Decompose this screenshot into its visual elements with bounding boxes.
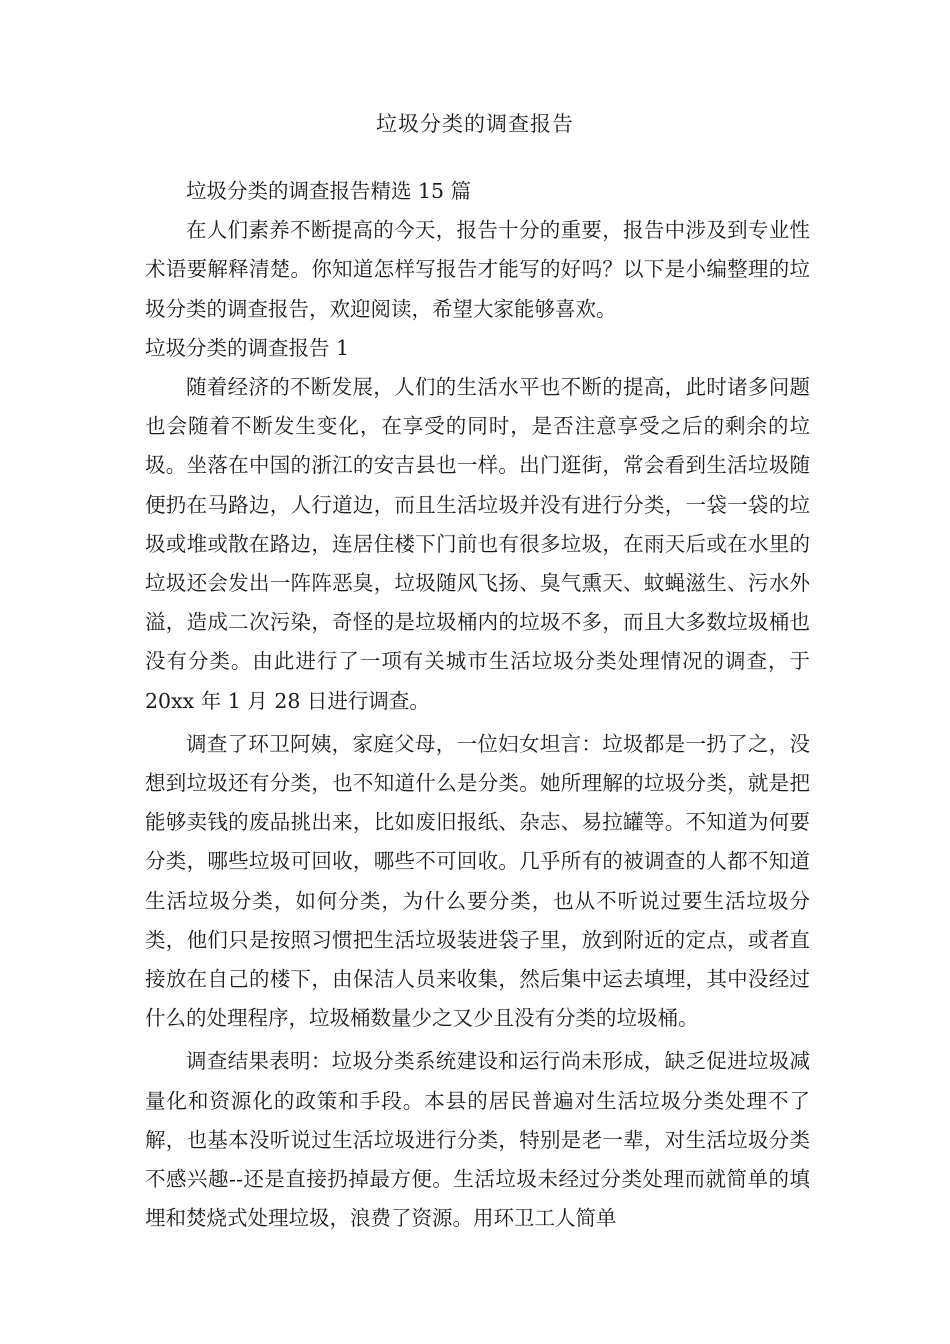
body-paragraph: 随着经济的不断发展，人们的生活水平也不断的提高，此时诸多问题也会随着不断发生变化，在享受的同时，是否注意享受之后的剩余的垃圾。坐落在中国的浙江的安吉县也一样。出门逛街，常会看到生活垃圾随便扔在马路边，人行道边，而且生活垃圾并没有进行分类，一袋一袋的垃圾或堆或散在路边，连居住楼下门前也有很多垃圾，在雨天后或在水里的垃圾还会发出一阵阵恶臭，垃圾随风飞扬、臭气熏天、蚊蝇滋生、污水外溢，造成二次污染，奇怪的是垃圾桶内的垃圾不多，而且大多数垃圾桶也没有分类。由此进行了一项有关城市生活垃圾分类处理情况的调查，于 20xx 年 1 月 28 日进行调查。 — [145, 375, 810, 713]
intro-paragraph: 在人们素养不断提高的今天，报告十分的重要，报告中涉及到专业性术语要解释清楚。你知道怎样写报告才能写的好吗？以下是小编整理的垃圾分类的调查报告，欢迎阅读，希望大家能够喜欢。 — [145, 218, 810, 321]
document-subtitle: 垃圾分类的调查报告精选 15 篇 — [186, 179, 472, 203]
body-paragraph: 调查了环卫阿姨，家庭父母，一位妇女坦言：垃圾都是一扔了之，没想到垃圾还有分类，也不知道什么是分类。她所理解的垃圾分类，就是把能够卖钱的废品挑出来，比如废旧报纸、杂志、易拉罐等。不知道为何要分类，哪些垃圾可回收，哪些不可回收。几乎所有的被调查的人都不知道生活垃圾分类，如何分类，为什么要分类，也从不听说过要生活垃圾分类，他们只是按照习惯把生活垃圾装进袋子里，放到附近的定点，或者直接放在自己的楼下，由保洁人员来收集，然后集中运去填埋，其中没经过什么的处理程序，垃圾桶数量少之又少且没有分类的垃圾桶。 — [145, 731, 810, 1031]
document-title: 垃圾分类的调查报告 — [376, 112, 574, 136]
section-heading: 垃圾分类的调查报告 1 — [145, 335, 350, 360]
document-body — [145, 172, 810, 1238]
body-paragraph: 调查结果表明：垃圾分类系统建设和运行尚未形成，缺乏促进垃圾减量化和资源化的政策和手段。本县的居民普遍对生活垃圾分类处理不了解，也基本没听说过生活垃圾进行分类，特别是老一辈，对生活垃圾分类不感兴趣--还是直接扔掉最方便。生活垃圾未经过分类处理而就简单的填埋和焚烧式处理垃圾，浪费了资源。用环卫工人简单 — [145, 1049, 810, 1231]
